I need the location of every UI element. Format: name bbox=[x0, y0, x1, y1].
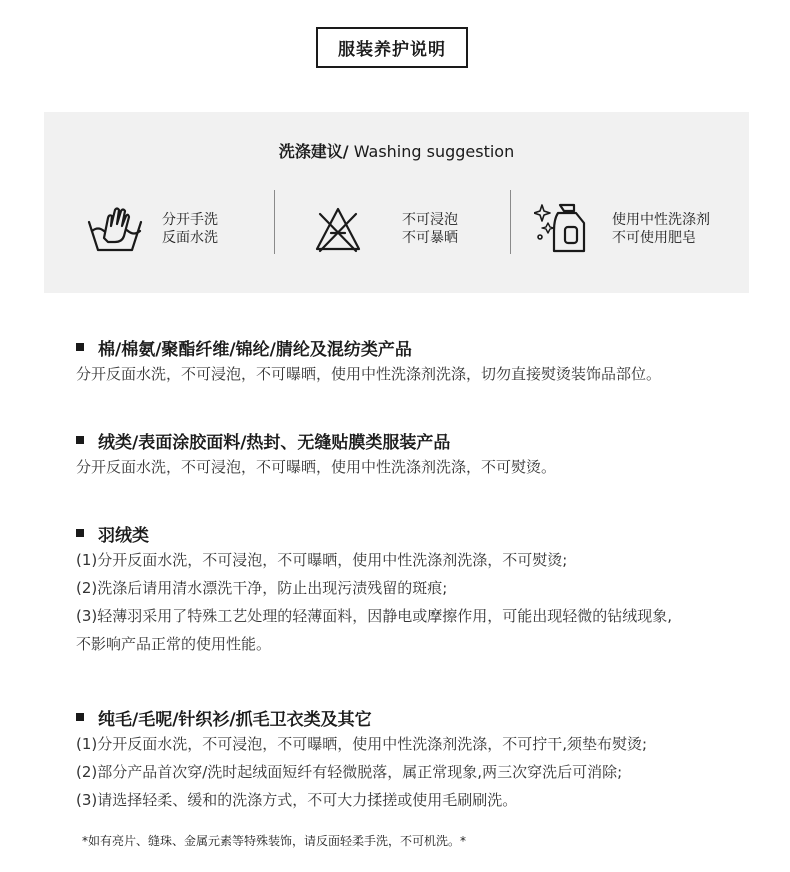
suggestion-text bbox=[612, 211, 710, 247]
panel-title-en: Washing suggestion bbox=[348, 142, 515, 161]
section-line: 分开反面水洗，不可浸泡，不可曝晒，使用中性洗涤剂洗涤，切勿直接熨烫装饰品部位。 bbox=[76, 365, 662, 383]
section-line: 不影响产品正常的使用性能。 bbox=[76, 635, 272, 653]
section-heading-text: 羽绒类 bbox=[98, 525, 149, 546]
bullet-square-icon bbox=[76, 343, 84, 351]
suggestion-do-not-soak bbox=[314, 194, 458, 264]
hand-wash-icon bbox=[86, 204, 144, 254]
divider bbox=[274, 190, 275, 254]
section-line: (1)分开反面水洗，不可浸泡，不可曝晒，使用中性洗涤剂洗涤，不可熨烫; bbox=[76, 551, 568, 569]
section-line: (3)轻薄羽采用了特殊工艺处理的轻薄面料，因静电或摩擦作用，可能出现轻微的钻绒现象, bbox=[76, 607, 673, 625]
suggestion-line: 不可使用肥皂 bbox=[612, 230, 696, 246]
do-not-bleach-icon bbox=[314, 204, 362, 254]
section-heading bbox=[76, 334, 661, 360]
suggestion-hand-wash bbox=[86, 194, 218, 264]
section-heading-text: 棉/棉氨/聚酯纤维/锦纶/腈纶及混纺类产品 bbox=[98, 339, 412, 360]
footnote: *如有亮片、缝珠、金属元素等特殊装饰，请反面轻柔手洗，不可机洗。* bbox=[82, 834, 467, 848]
suggestion-text bbox=[402, 211, 458, 247]
section-heading bbox=[76, 704, 647, 730]
section-line: (2)部分产品首次穿/洗时起绒面短纤有轻微脱落，属正常现象,两三次穿洗后可消除; bbox=[76, 763, 623, 781]
bullet-square-icon bbox=[76, 529, 84, 537]
washing-suggestion-panel bbox=[44, 112, 749, 293]
section-heading-text: 纯毛/毛呢/针织衫/抓毛卫衣类及其它 bbox=[98, 709, 372, 730]
section-heading-text: 绒类/表面涂胶面料/热封、无缝贴膜类服装产品 bbox=[98, 432, 451, 453]
suggestion-line: 不可浸泡 bbox=[402, 212, 458, 228]
section-heading bbox=[76, 520, 672, 546]
section-line: 分开反面水洗，不可浸泡，不可曝晒，使用中性洗涤剂洗涤，不可熨烫。 bbox=[76, 458, 557, 476]
suggestion-text bbox=[162, 211, 218, 247]
care-section-down bbox=[76, 520, 672, 658]
section-line: (3)请选择轻柔、缓和的洗涤方式，不可大力揉搓或使用毛刷刷洗。 bbox=[76, 791, 518, 809]
care-section-cotton bbox=[76, 334, 661, 388]
section-heading bbox=[76, 427, 556, 453]
panel-title-cn: 洗涤建议/ bbox=[278, 142, 349, 161]
care-section-velvet bbox=[76, 427, 556, 481]
panel-title bbox=[44, 139, 749, 162]
suggestion-detergent bbox=[534, 194, 710, 264]
bullet-square-icon bbox=[76, 436, 84, 444]
suggestion-line: 使用中性洗涤剂 bbox=[612, 212, 710, 228]
detergent-bottle-icon bbox=[534, 201, 590, 257]
section-line: (2)洗涤后请用清水漂洗干净，防止出现污渍残留的斑痕; bbox=[76, 579, 448, 597]
section-line: (1)分开反面水洗，不可浸泡，不可曝晒，使用中性洗涤剂洗涤，不可拧干,须垫布熨烫; bbox=[76, 735, 648, 753]
suggestion-line: 分开手洗 bbox=[162, 212, 218, 228]
care-section-wool bbox=[76, 704, 647, 814]
suggestion-line: 不可暴晒 bbox=[402, 230, 458, 246]
suggestion-line: 反面水洗 bbox=[162, 230, 218, 246]
page-title: 服装养护说明 bbox=[316, 27, 468, 68]
bullet-square-icon bbox=[76, 713, 84, 721]
divider bbox=[510, 190, 511, 254]
